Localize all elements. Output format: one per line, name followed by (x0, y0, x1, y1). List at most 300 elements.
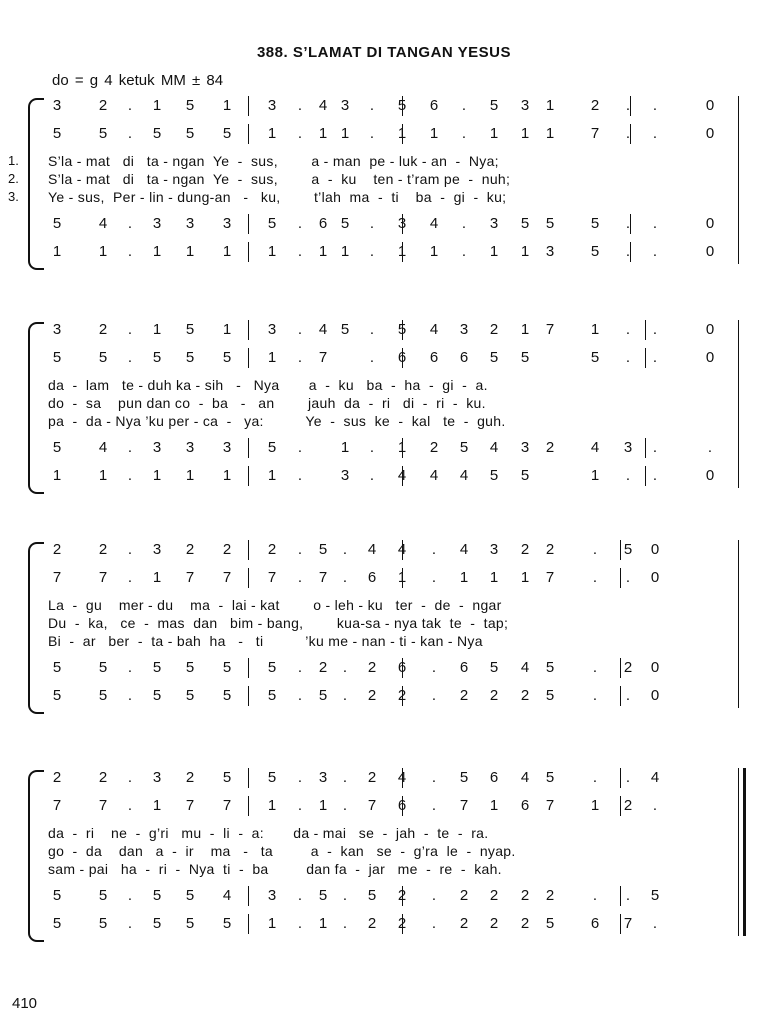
bar-line (248, 914, 249, 934)
note-cell: . (127, 97, 133, 114)
note-cell: 1 (267, 797, 277, 814)
note-cell: 1 (520, 321, 530, 338)
note-cell: 2 (545, 439, 555, 456)
note-cell: 5 (590, 349, 600, 366)
bar-line (248, 96, 249, 116)
note-cell: . (652, 349, 658, 366)
note-cell: 2 (98, 769, 108, 786)
note-cell: . (297, 467, 303, 484)
note-cell: 5 (222, 687, 232, 704)
note-cell: 6 (489, 769, 499, 786)
note-cell: 6 (397, 659, 407, 676)
note-cell: 5 (185, 321, 195, 338)
note-cell: . (342, 659, 348, 676)
bar-line (630, 96, 631, 116)
note-cell: . (127, 887, 133, 904)
note-cell: 6 (459, 349, 469, 366)
note-cell: 5 (545, 215, 555, 232)
note-cell: 1 (318, 125, 328, 142)
note-cell: 1 (267, 915, 277, 932)
note-cell: . (127, 687, 133, 704)
note-cell: 4 (98, 215, 108, 232)
note-cell: 2 (367, 687, 377, 704)
note-cell: 2 (520, 541, 530, 558)
note-cell: 1 (489, 125, 499, 142)
note-cell: . (297, 687, 303, 704)
note-cell: 5 (267, 769, 277, 786)
note-cell: 1 (267, 125, 277, 142)
note-cell: 5 (590, 243, 600, 260)
note-cell: 3 (222, 439, 232, 456)
note-cell: 2 (222, 541, 232, 558)
note-cell: 7 (52, 569, 62, 586)
bar-line (402, 242, 403, 262)
note-cell: 5 (267, 439, 277, 456)
note-cell: . (431, 541, 437, 558)
lyric-line: Bi - ar ber - ta - bah ha - ti ’ku me - nan - ti - kan - Nya (48, 633, 483, 649)
note-cell: 0 (650, 687, 660, 704)
note-cell: 7 (222, 797, 232, 814)
note-cell: 5 (52, 125, 62, 142)
note-cell: 0 (705, 97, 715, 114)
note-cell: 4 (590, 439, 600, 456)
note-cell: 5 (185, 887, 195, 904)
note-cell: 1 (545, 97, 555, 114)
note-cell: 6 (367, 569, 377, 586)
bar-line (248, 568, 249, 588)
note-cell: . (592, 569, 598, 586)
note-cell: 3 (520, 97, 530, 114)
bar-line (402, 348, 403, 368)
note-cell: 7 (222, 569, 232, 586)
lyric-line: da - lam te - duh ka - sih - Nya a - ku ba - ha - gi - a. (48, 377, 488, 393)
note-cell: 1 (318, 243, 328, 260)
note-cell: 5 (459, 439, 469, 456)
note-cell: 3 (267, 97, 277, 114)
verse-number: 3. (8, 189, 19, 204)
bar-line (402, 568, 403, 588)
note-cell: 5 (545, 915, 555, 932)
bar-line (402, 796, 403, 816)
note-cell: . (369, 321, 375, 338)
note-cell: 5 (489, 349, 499, 366)
note-cell: 2 (459, 887, 469, 904)
note-cell: . (127, 915, 133, 932)
note-cell: 5 (98, 659, 108, 676)
note-cell: . (592, 769, 598, 786)
note-cell: 4 (459, 467, 469, 484)
note-cell: 1 (98, 467, 108, 484)
final-double-bar (743, 768, 746, 936)
note-cell: 5 (152, 687, 162, 704)
lyric-line: pa - da - Nya ’ku per - ca - ya: Ye - sus ke - kal te - guh. (48, 413, 506, 429)
note-cell: 7 (98, 569, 108, 586)
song-title: 388. S’LAMAT DI TANGAN YESUS (256, 44, 512, 61)
bar-line (402, 686, 403, 706)
note-cell: 3 (185, 439, 195, 456)
note-cell: 5 (152, 915, 162, 932)
note-cell: 2 (267, 541, 277, 558)
note-cell: . (625, 97, 631, 114)
note-cell: 3 (545, 243, 555, 260)
lower_rows-row (0, 914, 768, 934)
note-cell: 5 (489, 97, 499, 114)
note-cell: 1 (340, 125, 350, 142)
note-cell: . (592, 541, 598, 558)
note-cell: 5 (185, 687, 195, 704)
note-cell: 3 (489, 541, 499, 558)
upper_rows-row (0, 348, 768, 368)
note-cell: 5 (185, 97, 195, 114)
bar-line (248, 540, 249, 560)
note-cell: 1 (429, 125, 439, 142)
note-cell: . (297, 915, 303, 932)
upper_rows-row (0, 796, 768, 816)
note-cell: 7 (545, 569, 555, 586)
note-cell: 3 (397, 215, 407, 232)
note-cell: 1 (98, 243, 108, 260)
note-cell: 2 (489, 887, 499, 904)
note-cell: . (652, 243, 658, 260)
bar-line (402, 96, 403, 116)
note-cell: 5 (98, 915, 108, 932)
bar-line (402, 214, 403, 234)
note-cell: 2 (318, 659, 328, 676)
note-cell: 4 (459, 541, 469, 558)
note-cell: 2 (98, 97, 108, 114)
note-cell: 5 (397, 97, 407, 114)
note-cell: 3 (152, 439, 162, 456)
note-cell: 5 (222, 769, 232, 786)
bar-line (645, 466, 646, 486)
note-cell: . (297, 215, 303, 232)
lyric-line: sam - pai ha - ri - Nya ti - ba dan fa - jar me - re - kah. (48, 861, 502, 877)
note-cell: . (625, 321, 631, 338)
note-cell: 5 (489, 467, 499, 484)
note-cell: . (592, 887, 598, 904)
lyric-line: S’la - mat di ta - ngan Ye - sus, a - ku ten - t’ram pe - nuh; (48, 171, 511, 187)
bar-line (620, 914, 621, 934)
bar-line (620, 568, 621, 588)
note-cell: 7 (623, 915, 633, 932)
note-cell: 1 (590, 321, 600, 338)
note-cell: 5 (318, 687, 328, 704)
note-cell: 1 (152, 321, 162, 338)
note-cell: 5 (267, 215, 277, 232)
bar-line (645, 438, 646, 458)
note-cell: 1 (152, 569, 162, 586)
note-cell: 2 (545, 541, 555, 558)
bar-line (620, 886, 621, 906)
note-cell: 2 (98, 321, 108, 338)
note-cell: 1 (222, 243, 232, 260)
note-cell: 2 (489, 687, 499, 704)
note-cell: 2 (397, 687, 407, 704)
note-cell: 3 (185, 215, 195, 232)
note-cell: 6 (520, 797, 530, 814)
note-cell: 2 (545, 887, 555, 904)
note-cell: 1 (267, 243, 277, 260)
note-cell: 5 (98, 687, 108, 704)
note-cell: . (652, 797, 658, 814)
page-number: 410 (12, 995, 38, 1012)
note-cell: 1 (318, 915, 328, 932)
note-cell: . (297, 659, 303, 676)
lower_rows-row (0, 214, 768, 234)
note-cell: 2 (520, 887, 530, 904)
bar-line (402, 658, 403, 678)
note-cell: 1 (459, 569, 469, 586)
note-cell: 5 (520, 215, 530, 232)
note-cell: 1 (340, 243, 350, 260)
note-cell: 3 (340, 97, 350, 114)
note-cell: 5 (52, 215, 62, 232)
lyric-line: Du - ka, ce - mas dan bim - bang, kua-sa - nya tak te - tap; (48, 615, 509, 631)
bar-line (248, 438, 249, 458)
note-cell: . (625, 215, 631, 232)
note-cell: 7 (52, 797, 62, 814)
note-cell: . (652, 467, 658, 484)
note-cell: 5 (222, 659, 232, 676)
note-cell: 5 (318, 887, 328, 904)
note-cell: 2 (459, 687, 469, 704)
note-cell: 5 (545, 659, 555, 676)
bar-line (248, 320, 249, 340)
note-cell: . (342, 769, 348, 786)
bar-line (630, 124, 631, 144)
bar-line (402, 438, 403, 458)
note-cell: 2 (397, 915, 407, 932)
lyric-line: Ye - sus, Per - lin - dung-an - ku, t’lah ma - ti ba - gi - ku; (48, 189, 507, 205)
lyric-line: S’la - mat di ta - ngan Ye - sus, a - man pe - luk - an - Nya; (48, 153, 499, 169)
note-cell: 4 (520, 769, 530, 786)
note-cell: . (625, 687, 631, 704)
bar-line (248, 214, 249, 234)
note-cell: 7 (318, 349, 328, 366)
note-cell: 1 (267, 349, 277, 366)
note-cell: . (297, 769, 303, 786)
note-cell: 3 (267, 321, 277, 338)
bar-line (248, 466, 249, 486)
note-cell: 1 (152, 97, 162, 114)
note-cell: . (592, 659, 598, 676)
note-cell: . (369, 439, 375, 456)
note-cell: . (342, 569, 348, 586)
note-cell: 7 (318, 569, 328, 586)
note-cell: 6 (318, 215, 328, 232)
note-cell: 5 (590, 215, 600, 232)
note-cell: 1 (590, 467, 600, 484)
note-cell: 5 (459, 769, 469, 786)
note-cell: . (369, 243, 375, 260)
note-cell: . (127, 243, 133, 260)
note-cell: 5 (623, 541, 633, 558)
note-cell: 5 (52, 439, 62, 456)
note-cell: 1 (397, 243, 407, 260)
note-cell: 1 (397, 569, 407, 586)
note-cell: 0 (705, 349, 715, 366)
note-cell: 7 (267, 569, 277, 586)
bar-line (620, 540, 621, 560)
note-cell: 2 (98, 541, 108, 558)
note-cell: 5 (185, 915, 195, 932)
note-cell: 4 (98, 439, 108, 456)
note-cell: 7 (459, 797, 469, 814)
tempo-marking: do = g 4 ketuk MM ± 84 (52, 72, 224, 89)
upper_rows-row (0, 96, 768, 116)
bar-line (248, 796, 249, 816)
bar-line (402, 768, 403, 788)
note-cell: . (297, 125, 303, 142)
system-end-bar (738, 768, 739, 936)
note-cell: . (431, 687, 437, 704)
note-cell: 6 (459, 659, 469, 676)
note-cell: 0 (705, 215, 715, 232)
note-cell: 0 (650, 541, 660, 558)
bar-line (248, 768, 249, 788)
lyric-line: go - da dan a - ir ma - ta a - kan se - g’ra le - nyap. (48, 843, 516, 859)
bar-line (248, 348, 249, 368)
note-cell: 3 (152, 769, 162, 786)
note-cell: . (297, 439, 303, 456)
note-cell: . (127, 467, 133, 484)
note-cell: . (297, 541, 303, 558)
note-cell: . (342, 687, 348, 704)
note-cell: . (625, 769, 631, 786)
note-cell: 1 (267, 467, 277, 484)
note-cell: 2 (397, 887, 407, 904)
note-cell: . (707, 439, 713, 456)
bar-line (620, 658, 621, 678)
note-cell: 7 (98, 797, 108, 814)
note-cell: 4 (397, 467, 407, 484)
note-cell: . (342, 915, 348, 932)
lyric-line: La - gu mer - du ma - lai - kat o - leh - ku ter - de - ngar (48, 597, 502, 613)
note-cell: . (431, 797, 437, 814)
note-cell: . (342, 887, 348, 904)
note-cell: 2 (623, 797, 633, 814)
bar-line (402, 540, 403, 560)
note-cell: 5 (267, 659, 277, 676)
note-cell: 1 (152, 797, 162, 814)
bar-line (402, 886, 403, 906)
note-cell: . (127, 439, 133, 456)
note-cell: 1 (429, 243, 439, 260)
note-cell: 5 (185, 349, 195, 366)
upper_rows-row (0, 540, 768, 560)
upper_rows-row (0, 568, 768, 588)
note-cell: 1 (185, 243, 195, 260)
note-cell: 2 (429, 439, 439, 456)
bar-line (402, 320, 403, 340)
note-cell: . (297, 797, 303, 814)
note-cell: . (127, 769, 133, 786)
system-end-bar (738, 96, 739, 264)
note-cell: . (431, 569, 437, 586)
note-cell: 7 (545, 321, 555, 338)
note-cell: 4 (429, 321, 439, 338)
note-cell: 5 (520, 467, 530, 484)
note-cell: . (625, 467, 631, 484)
note-cell: 1 (152, 243, 162, 260)
note-cell: 0 (650, 659, 660, 676)
bar-line (620, 768, 621, 788)
note-cell: 0 (650, 569, 660, 586)
note-cell: 2 (590, 97, 600, 114)
note-cell: 2 (623, 659, 633, 676)
note-cell: 0 (705, 321, 715, 338)
note-cell: 0 (705, 467, 715, 484)
note-cell: . (625, 569, 631, 586)
note-cell: . (369, 349, 375, 366)
note-cell: . (461, 215, 467, 232)
note-cell: 2 (489, 915, 499, 932)
note-cell: 3 (152, 215, 162, 232)
note-cell: . (625, 243, 631, 260)
note-cell: . (297, 321, 303, 338)
bar-line (248, 686, 249, 706)
note-cell: 4 (650, 769, 660, 786)
note-cell: 6 (590, 915, 600, 932)
note-cell: 1 (340, 439, 350, 456)
note-cell: . (127, 215, 133, 232)
note-cell: . (127, 321, 133, 338)
note-cell: 5 (545, 769, 555, 786)
bar-line (620, 796, 621, 816)
note-cell: 6 (397, 349, 407, 366)
note-cell: 5 (98, 125, 108, 142)
note-cell: 5 (222, 349, 232, 366)
note-cell: 3 (520, 439, 530, 456)
note-cell: 2 (367, 769, 377, 786)
note-cell: 5 (340, 321, 350, 338)
lower_rows-row (0, 242, 768, 262)
note-cell: 5 (222, 915, 232, 932)
note-cell: . (369, 97, 375, 114)
note-cell: 3 (459, 321, 469, 338)
note-cell: 4 (367, 541, 377, 558)
note-cell: . (625, 887, 631, 904)
note-cell: . (652, 915, 658, 932)
note-cell: 1 (489, 243, 499, 260)
note-cell: . (625, 125, 631, 142)
note-cell: 5 (185, 659, 195, 676)
note-cell: 5 (52, 659, 62, 676)
note-cell: 5 (98, 887, 108, 904)
upper_rows-row (0, 124, 768, 144)
note-cell: 2 (367, 915, 377, 932)
note-cell: 5 (650, 887, 660, 904)
note-cell: . (461, 97, 467, 114)
note-cell: 2 (459, 915, 469, 932)
note-cell: . (369, 215, 375, 232)
note-cell: 2 (185, 541, 195, 558)
note-cell: . (297, 97, 303, 114)
note-cell: 5 (489, 659, 499, 676)
note-cell: 5 (545, 687, 555, 704)
note-cell: . (431, 659, 437, 676)
note-cell: 3 (318, 769, 328, 786)
note-cell: . (652, 439, 658, 456)
note-cell: 4 (489, 439, 499, 456)
bar-line (630, 242, 631, 262)
note-cell: 5 (52, 915, 62, 932)
note-cell: . (127, 659, 133, 676)
note-cell: 1 (489, 569, 499, 586)
note-cell: 4 (520, 659, 530, 676)
note-cell: 5 (152, 349, 162, 366)
note-cell: . (342, 541, 348, 558)
